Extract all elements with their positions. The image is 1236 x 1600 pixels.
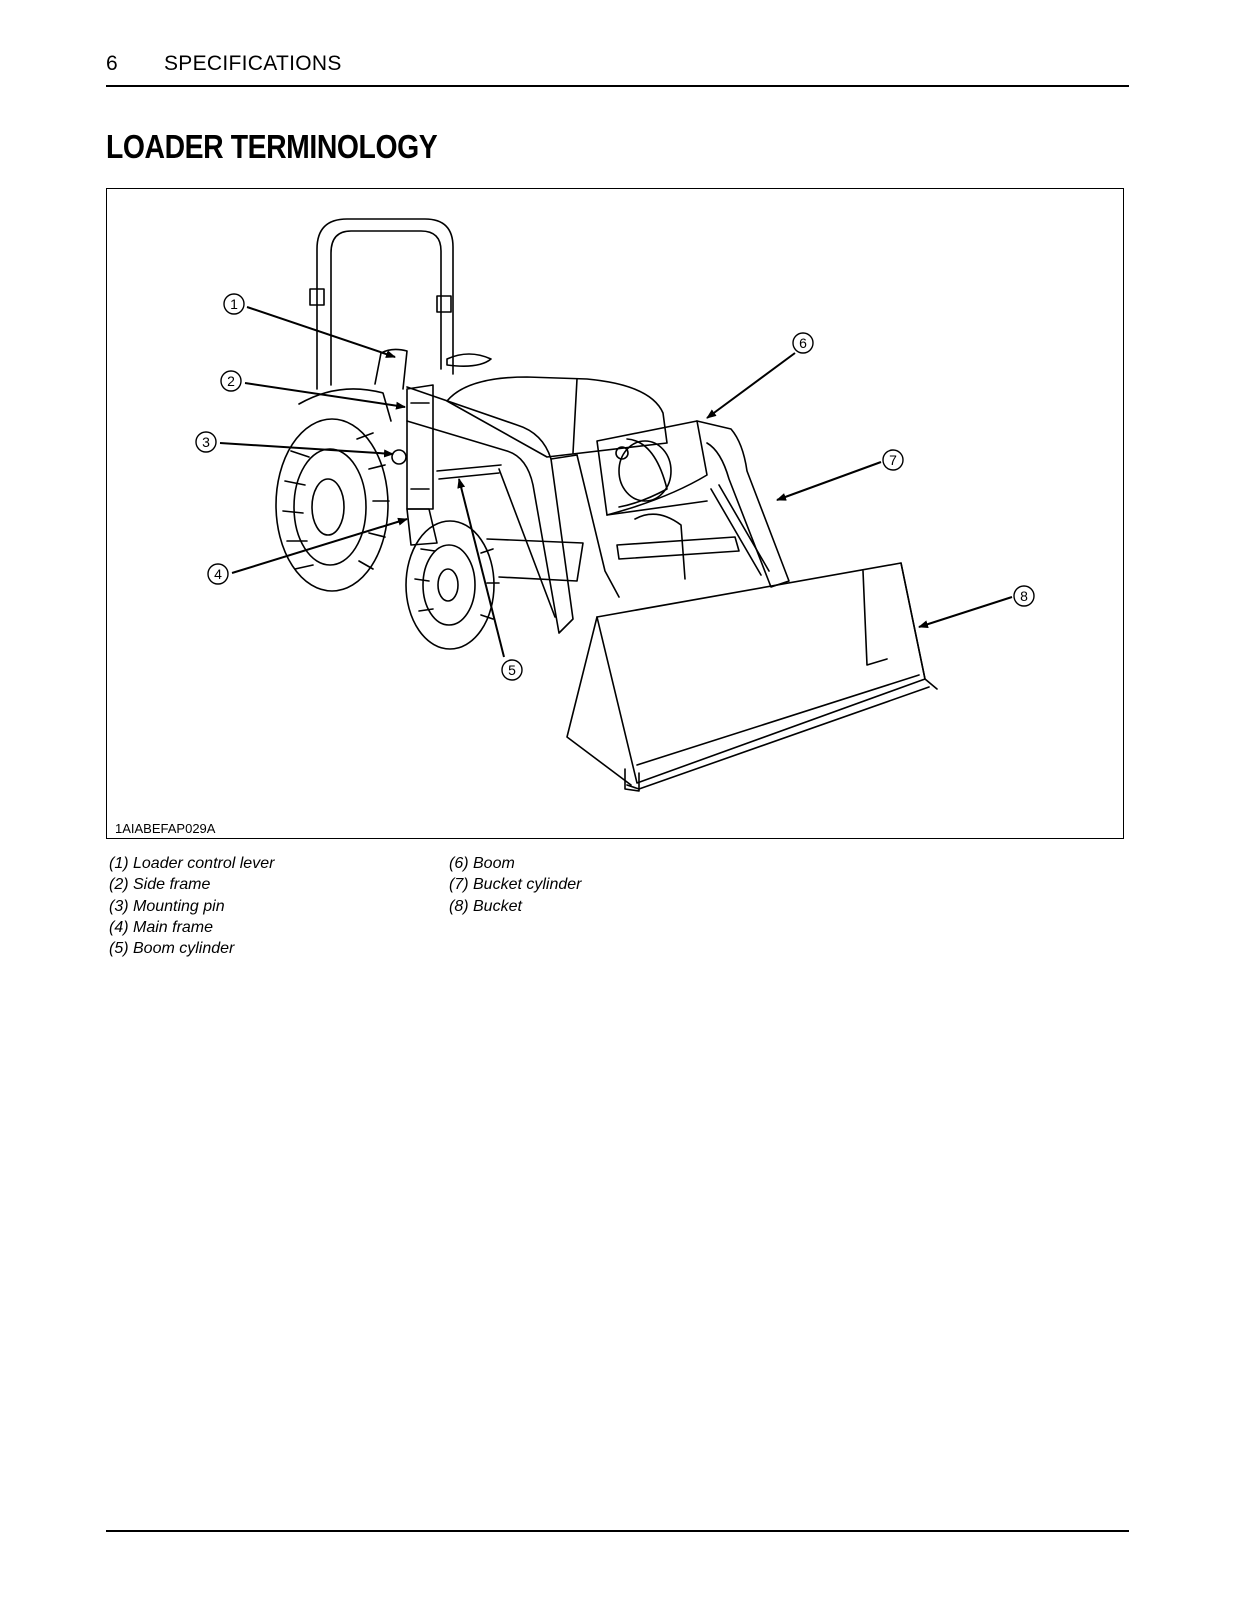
figure-code: 1AIABEFAP029A <box>115 821 216 836</box>
boom-right <box>697 421 789 587</box>
main-frame <box>407 509 437 545</box>
legend-item: (1) Loader control lever <box>109 855 275 872</box>
figure-frame <box>106 188 1124 839</box>
leader-8 <box>919 597 1012 627</box>
rops-frame <box>317 219 453 389</box>
legend-item: (3) Mounting pin <box>109 897 225 915</box>
callout-label-5: 5 <box>508 662 516 678</box>
leader-3 <box>220 443 393 454</box>
boom-cylinder <box>437 465 501 479</box>
callout-label-3: 3 <box>202 434 210 450</box>
callout-label-2: 2 <box>227 373 235 389</box>
leader-7 <box>777 462 881 500</box>
hood <box>447 377 667 457</box>
page-number: 6 <box>106 52 118 75</box>
leader-6 <box>707 353 795 418</box>
bucket <box>597 563 925 783</box>
section-name: SPECIFICATIONS <box>164 52 342 75</box>
front-tire <box>406 521 494 649</box>
callout-label-1: 1 <box>230 296 238 312</box>
callout-label-4: 4 <box>214 566 222 582</box>
legend-item: (7) Bucket cylinder <box>449 876 582 894</box>
legend-item: (6) Boom <box>449 855 515 872</box>
mounting-pin-detail <box>392 450 406 464</box>
tractor-loader-illustration <box>107 189 1125 840</box>
callout-label-7: 7 <box>889 452 897 468</box>
callout-label-8: 8 <box>1020 588 1028 604</box>
running-header <box>106 52 342 76</box>
header-rule <box>106 85 1129 87</box>
callout-label-6: 6 <box>799 335 807 351</box>
legend-item: (8) Bucket <box>449 897 522 915</box>
legend-item: (2) Side frame <box>109 876 211 894</box>
leader-1 <box>247 307 395 357</box>
legend-right-column <box>449 853 582 917</box>
leader-2 <box>245 383 405 407</box>
page-title: LOADER TERMINOLOGY <box>106 128 438 165</box>
legend-left-column <box>109 853 274 959</box>
grille-guard <box>597 421 707 515</box>
legend-item: (5) Boom cylinder <box>109 940 235 958</box>
boom-left <box>407 387 573 633</box>
legend-item: (4) Main frame <box>109 918 214 936</box>
footer-rule <box>106 1530 1129 1532</box>
